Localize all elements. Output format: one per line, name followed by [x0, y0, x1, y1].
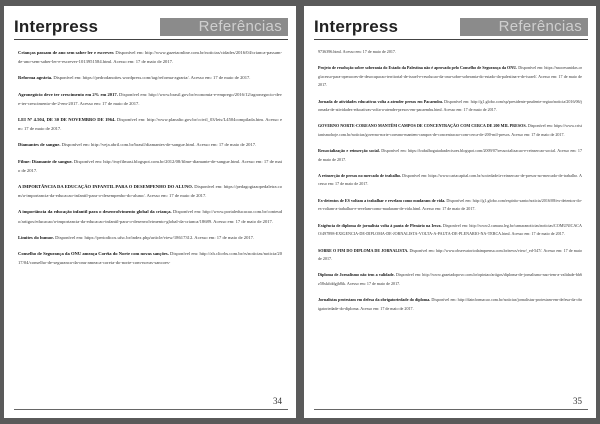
reference-title: A importância da educação infantil para o desenvolvimento global da criança. [18, 209, 172, 215]
brand-title: Interpress [314, 17, 399, 36]
reference-entry [18, 207, 282, 225]
reference-entry [318, 222, 582, 239]
reference-title: Projeto de resolução sobre soberania do Estado da Palestina não é aprovado pelo Conselho de Segurança da ONU. [318, 65, 518, 71]
reference-body: Disponível em: https://www.cartacapital.com.br/sociedade/a-reinsercao-de-presos-no-mercado-de-trabalho. Acesso em: 17 de maio de 2017. [318, 173, 582, 187]
reference-entry [18, 48, 282, 66]
reference-entry [18, 182, 282, 200]
reference-body: Disponível em: http://g1.globo.com/espirito-santo/noticia/2016/08/ex-detentos-do-es-voltam-a-trabalhar-e-revelam-como-mudaram-de-vida.html. Acesso em: 17 de maio de 2017. [318, 197, 582, 212]
reference-body: Disponível em: http://veja.abril.com.br/brasil/diamantes-de-sangue.html. Acesso em: 17 de maio de 2017. [60, 142, 257, 148]
reference-title: Conselho de Segurança da ONU ameaça Coréia do Norte com novas sanções. [18, 251, 169, 257]
reference-title: Jornada de atividades educativas volta a atender presos em Pacaembu. [318, 98, 443, 104]
reference-title: Filme: Diamante de sangue. [18, 158, 73, 164]
reference-body: Disponível em: http://dainformacao.com.br/noticias/jornalistas-protestam-em-defesa-da-obrigatoriedade-do-diploma. Acesso em: 17 de maio de 2017. [318, 297, 583, 311]
footer-rule [314, 409, 588, 410]
header-rule [314, 39, 588, 40]
section-title: Referências [498, 18, 582, 35]
reference-title: Agronegócio deve ter crescimento em 2% em 2017. [18, 91, 118, 97]
reference-body: Disponível em: http://www.planalto.gov.br/ccivil_03/leis/L4504compilada.htm. Acesso em: 17 de maio de 2017. [18, 117, 282, 132]
reference-entry [318, 122, 582, 139]
reference-entry [318, 172, 582, 189]
reference-title: SOBRE O FIM DO DIPLOMA DE JORNALISTA. [318, 247, 409, 253]
section-title: Referências [198, 18, 282, 35]
reference-body: Disponível em: https://pedrodanoites.wordpress.com/tag/reforma-agraria/. Acesso em: 17 de maio de 2017. [52, 75, 251, 81]
page-number: 34 [273, 396, 282, 406]
reference-title: Crianças passam de ano sem saber ler e escrever. [18, 50, 115, 55]
reference-body: Disponível em: https://pedagogiaaopedaletra.com/a-importancia-da-educacao-infantil-para-o-desempenho-do-aluno/. Acesso em: 17 de maio de 2017. [18, 184, 282, 199]
reference-entry [18, 140, 282, 149]
reference-body: Disponível em: http://www.observatoriodaimprensa.com.br/news/view/_ed-547/. Acesso em: 17 de maio de 2017. [318, 247, 582, 261]
reference-title: Diploma de Jornalismo não tem a validade. [318, 272, 395, 278]
reference-title: Diamantes de sangue. [18, 142, 61, 148]
reference-entry [318, 247, 582, 264]
reference-body: Disponível em: https://www.cristianismohoje.com.br/noticias/governo-norte-coreano-mantem-campos-de-concentracao-com-cerca-de-200-mil-presos. Acesso em: 17 de maio de 2017. [318, 123, 582, 137]
reference-body: Disponível em: https://trabalhoguiadasdecisoes.blogspot.com/2009/07/ressocializacao-e-reinsercao-social. Acesso em: 17 de maio de 2017. [318, 148, 582, 162]
reference-title: LEI Nº 4.504, DE 30 DE NOVEMBRO DE 1964. [18, 117, 116, 123]
reference-entry [18, 233, 282, 242]
page-right [304, 6, 596, 418]
reference-body: Disponível em: https://periodicos.ufsc.br/index.php/article/view/18617312. Acesso em: 17 de maio de 2017. [53, 234, 255, 240]
reference-list [18, 48, 282, 274]
reference-entry [318, 64, 582, 89]
reference-entry [18, 249, 282, 267]
reference-entry [318, 147, 582, 164]
page-number: 35 [573, 396, 582, 406]
reference-entry [18, 157, 282, 175]
reference-entry [18, 115, 282, 133]
reference-entry [318, 271, 582, 288]
reference-body: Disponível em: http://www.gazetadopovo.com.br/opiniao/artigos/diploma-de-jornalismo-nao-tem-a-validade-bh6z58xkfiddgjh8ik. Acesso em: 17 de maio de 2017. [318, 272, 582, 286]
reference-title: A IMPORTÂNCIA DA EDUCAÇÃO INFANTIL PARA O DESEMPENHO DO ALUNO. [18, 184, 194, 190]
reference-entry [318, 98, 582, 115]
reference-entry [318, 197, 582, 214]
reference-body: Disponível em: http://www.gazetaonline.com.br/noticias/cidades/2016/04/crianca-passam-de-ano-sem-saber-ler-e-escrever-1013951584.html. Acesso em: 17 de maio de 2017. [18, 50, 282, 65]
reference-body: Disponível em: http://myfilmasi.blogspot.com.br/2012/08/filme-diamante-de-sangue.html. Acesso em: 17 de maio de 2017. [18, 158, 282, 173]
reference-body: Disponível em: http://g1.globo.com/sp/presidente-prudente-regiao/noticia/2016/06/jornada-de-atividades-educativas-volta-a-atender-presos-em-pacaembu.html. Acesso em: 17 de maio de 2017. [318, 98, 583, 113]
page-header [14, 18, 288, 36]
reference-title: Jornalistas protestam em defesa da obrigatoriedade do diploma. [318, 297, 431, 303]
reference-entry [18, 73, 282, 82]
section-banner [160, 18, 288, 36]
page-left [4, 6, 296, 418]
brand-title: Interpress [14, 17, 99, 36]
footer-rule [14, 409, 288, 410]
reference-title: GOVERNO NORTE-COREANO MANTÉM CAMPOS DE CONCENTRAÇÃO COM CERCA DE 200 MIL PRESOS. [318, 123, 527, 129]
reference-title: A reinserção de presos no mercado de trabalho. [318, 173, 402, 179]
reference-entry [18, 90, 282, 108]
reference-title: Ex-detentos de ES voltam a trabalhar e revelam como mudaram de vida. [318, 197, 446, 203]
section-banner [460, 18, 588, 36]
reference-entry [318, 296, 582, 313]
reference-body: Disponível em: https://nacoesunidas.org/acesso-para-operacoes-de-desocupacao-territorial-de-israel-e-resolucao-da-onu-sobre-soberania-do-estado-da-palestina-e-de-israel/. Acesso em: 17 de maio de 2017. [318, 65, 582, 88]
page-header [314, 18, 588, 36]
reference-body: Disponível em: http://www.portaleducacao.com.br/conteudo/artigos/educacao/a-importancia-da-educacao-infantil-para-o-desenvolvimento-global-da-crianca/18689. Acesso em: 17 de maio de 2017. [18, 209, 282, 224]
reference-body: Disponível em: http://zh.clicrbs.com.br/rs/noticias/noticia/2017/04/conselho-de-seguranca-da-onu-ameaca-coreia-do-norte-com-novas-sancoes- [18, 251, 282, 266]
reference-title: Ressocialização e reinserção social. [318, 148, 380, 154]
reference-title: Limites do humor. [18, 234, 54, 240]
reference-body: Disponível em: http://www2.camara.leg.br/camaranoticias/noticias/COMUNICACAO/497898-EXIGENCIA-DE-DIPLOMA-DE-JORNALISTA-VOLTA-A-PAUTA-DE-PLENARIO-NA-TERCA.html. Acesso em: 17 de maio de 2017. [318, 222, 582, 237]
reference-title: Reforma agrária. [18, 75, 53, 81]
reference-body: 9736396.html. Acesso em: 17 de maio de 2017. [318, 49, 396, 54]
header-rule [14, 39, 288, 40]
reference-entry [318, 48, 582, 56]
reference-body: Disponível em: http://www.brasil.gov.br/economia-e-emprego/2016/12/agronegocio-deve-ter-crescimento-de-2-em-2017. Acesso em: 17 de maio de 2017. [18, 91, 282, 106]
reference-list [318, 48, 582, 321]
reference-title: Exigência de diploma de jornalista volta à pauta de Plenário na Iesva. [318, 222, 442, 228]
